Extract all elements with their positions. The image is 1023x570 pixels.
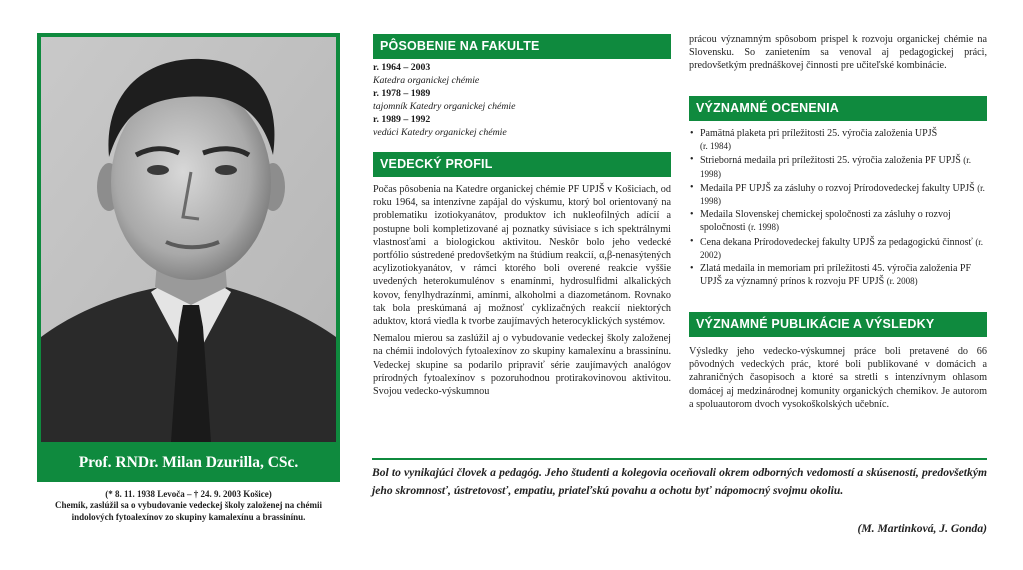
award-item (689, 209, 987, 234)
posobenie-item (373, 61, 671, 87)
vedecky-profil-text (373, 183, 671, 398)
publikacie-text (689, 345, 987, 411)
quote-author: (M. Martinková, J. Gonda) (857, 522, 987, 535)
posobenie-role: tajomník Katedry organickej chémie (373, 101, 516, 112)
vedecky-paragraph-1: Počas pôsobenia na Katedre organickej chémie PF UPJŠ v Košiciach, od roku 1964, sa intenzívne zapájal do výskumu, ktorý bol orientovaný na problematiku izotiokyanátov, produktov ich nukleofilných adícií a postupne boli kompletizované aj poznatky súvisiace s ich spektrálnymi vlastnosťami a biologickou aktivitou. Neskôr bolo jeho vedecké portfólio sústredené predovšetkým na štúdium reakcií, α,β-nenasýtených acylizotiokyanátov, v rámci ktorého boli overené reakcie vyššie uvedených heterokumulénov s enamínmi, hydrosulfidmi alkalických kovov, fenylhydrazínmi, amínmi, alkoholmi a diazometánom. Rovnako tak bola preskúmaná aj možnosť cyklizačných reakcií niektorých aduktov, ktorá viedla k tvorbe zaujímavých heterocyklických systémov. (373, 184, 671, 328)
award-year: (r. 1984) (700, 141, 731, 152)
posobenie-role: Katedra organickej chémie (373, 75, 480, 86)
posobenie-item (373, 87, 671, 113)
posobenie-list (373, 61, 671, 139)
award-text: Medaila Slovenskej chemickej spoločnosti za zásluhy o rozvoj spoločnosti (700, 209, 951, 234)
portrait-photo (41, 37, 336, 442)
posobenie-item (373, 113, 671, 139)
posobenie-year: r. 1989 – 1992 (373, 114, 431, 125)
award-item (689, 236, 987, 262)
award-text: Zlatá medaila in memoriam pri príležitosti 45. výročia založenia PF UPJŠ za významný prínos k rozvoju PF UPJŠ (700, 263, 972, 288)
award-year: (r. 2008) (886, 276, 918, 287)
section-header-vedecky-profil: VEDECKÝ PROFIL (373, 152, 671, 177)
award-item (689, 263, 987, 288)
quote-divider (372, 458, 987, 460)
vedecky-paragraph-2: Nemalou mierou sa zaslúžil aj o vybudovanie vedeckej školy založenej na chémii indolových fytoalexínov zo skupiny kamalexínu a brassinínu. Vedeckej skupine sa podarilo pripraviť série zaujímavých analógov prírodných fytoalexínov s pozoruhodnou protirakovinovou aktivitou. Svojou vedecko-výskumnou (373, 333, 671, 398)
life-dates: (* 8. 11. 1938 Levoča – † 24. 9. 2003 Košice) (105, 489, 272, 499)
vedecky-paragraph-3: prácou významným spôsobom prispel k rozvoju organickej chémie na Slovensku. So zanietením sa venoval aj pedagogickej práci, predovšetkým prednáškovej činnosti pre učiteľské kombinácie. (689, 34, 987, 72)
vedecky-continuation-text (689, 33, 987, 73)
profile-card (37, 33, 340, 482)
section-header-ocenenia: VÝZNAMNÉ OCENENIA (689, 96, 987, 121)
section-header-publikacie: VÝZNAMNÉ PUBLIKÁCIE A VÝSLEDKY (689, 312, 987, 337)
award-item (689, 128, 987, 153)
award-item (689, 182, 987, 208)
award-text: Strieborná medaila pri príležitosti 25. výročia založenia PF UPJŠ (700, 155, 961, 167)
profile-description: Chemik, zaslúžil sa o vybudovanie vedeckej školy založenej na chémii indolových fytoalexínov zo skupiny kamalexínu a brassinínu. (55, 500, 322, 522)
award-text: Medaila PF UPJŠ za zásluhy o rozvoj Prírodovedeckej fakulty UPJŠ (700, 182, 975, 194)
posobenie-role: vedúci Katedry organickej chémie (373, 127, 507, 138)
awards-list (689, 128, 987, 289)
profile-caption (37, 489, 340, 523)
posobenie-year: r. 1978 – 1989 (373, 88, 431, 99)
quote-text: Bol to vynikajúci človek a pedagóg. Jeho študenti a kolegovia oceňovali okrem odborných vedomostí a skúseností, predovšetkým jeho skromnosť, ústretovosť, empatiu, priateľskú povahu a ochotu byť nápomocný svojmu okoliu. (372, 466, 987, 497)
profile-name: Prof. RNDr. Milan Dzurilla, CSc. (78, 454, 299, 471)
award-text: Pamätná plaketa pri príležitosti 25. výročia založenia UPJŠ (700, 128, 938, 139)
award-year: (r. 1998) (700, 155, 972, 179)
publikacie-paragraph: Výsledky jeho vedecko-výskumnej práce boli pretavené do 66 pôvodných vedeckých prác, ktoré boli publikované v domácich a zahraničných časopisoch a ktoré sa stretli s intenzívnym ohlasom domácej aj medzinárodnej komunity organických chemikov. Je autorom a spoluautorom dvoch vysokoškolských učebníc. (689, 346, 987, 410)
award-text: Cena dekana Prírodovedeckej fakulty UPJŠ za pedagogickú činnosť (700, 236, 973, 248)
award-year: (r. 1998) (700, 182, 985, 207)
award-year: (r. 1998) (748, 222, 780, 233)
posobenie-year: r. 1964 – 2003 (373, 62, 431, 73)
award-item (689, 154, 987, 180)
award-year: (r. 2002) (700, 236, 984, 260)
section-header-posobenie: PÔSOBENIE NA FAKULTE (373, 34, 671, 59)
